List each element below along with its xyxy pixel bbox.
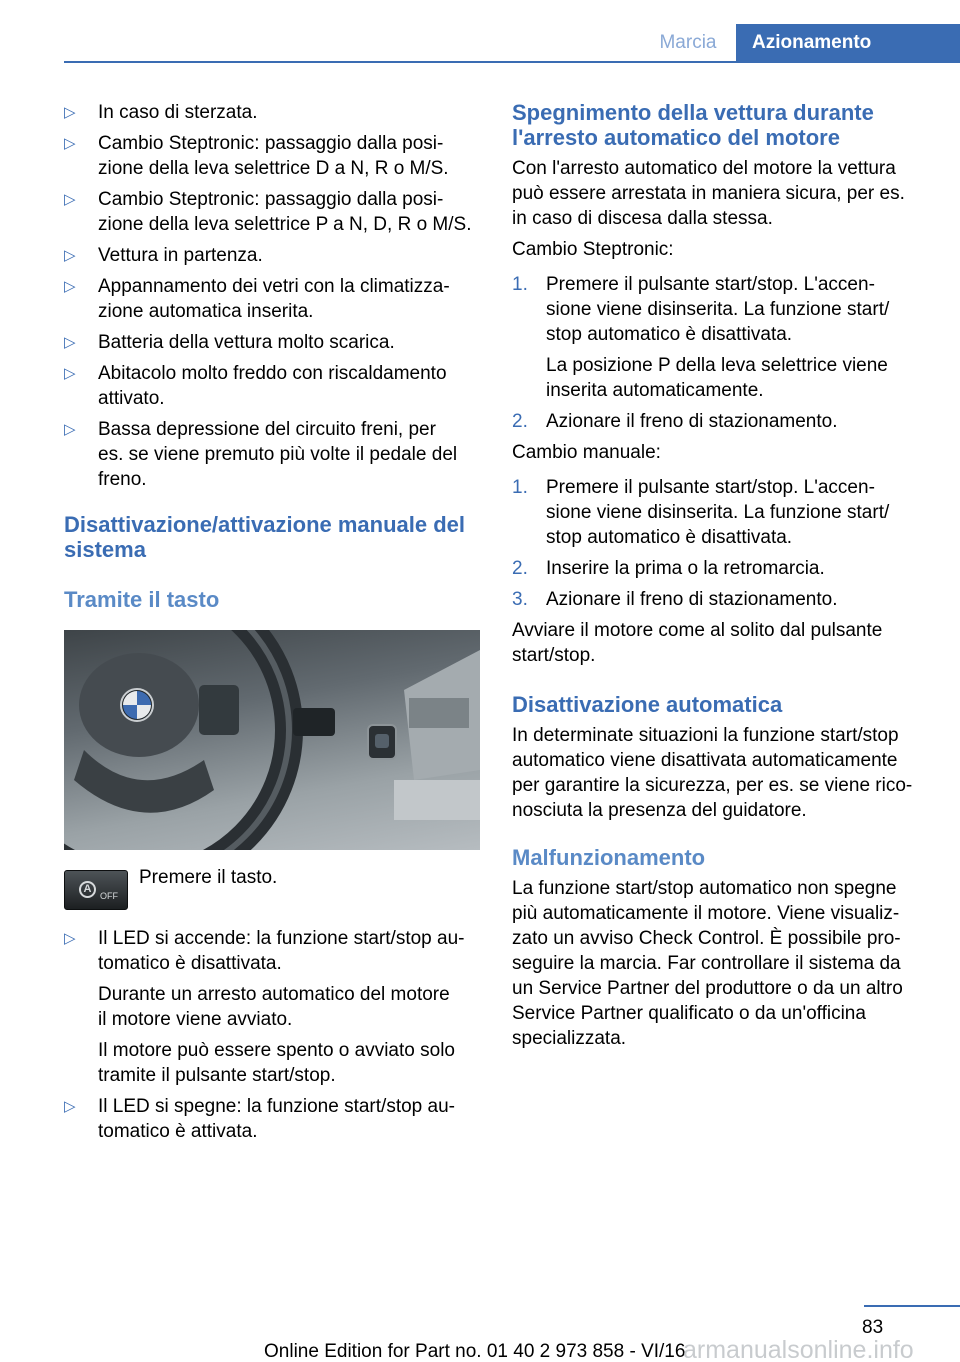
list-item [64, 274, 480, 324]
step-line: Premere il pulsante start/stop. L'accen- [546, 477, 875, 498]
auto-start-stop-button[interactable] [64, 870, 128, 910]
step-number: 2. [512, 411, 528, 432]
list-item-line: Bassa depressione del circuito freni, per [98, 419, 436, 440]
list-item-line: Batteria della vettura molto scarica. [98, 332, 395, 353]
list-item [64, 187, 480, 237]
header-chapter-tab[interactable]: Azionamento [736, 24, 960, 63]
page-number: 83 [862, 1317, 884, 1338]
step-number: 2. [512, 558, 528, 579]
steptronic-steps [512, 272, 928, 434]
list-item-continuation [98, 1038, 480, 1088]
step-continuation [546, 353, 928, 403]
manual-steps [512, 475, 928, 612]
list-item-line: Cambio Steptronic: passaggio dalla posi- [98, 189, 444, 210]
bullet-triangle-icon: ▷ [64, 1098, 76, 1115]
step-line: sione viene disinserita. La funzione start/ [546, 299, 890, 320]
list-item-line: tomatico è attivata. [98, 1121, 258, 1142]
list-item-line: attivato. [98, 388, 165, 409]
step-number: 1. [512, 274, 528, 295]
header-section-tab[interactable]: Marcia [659, 32, 717, 53]
list-item [64, 1094, 480, 1144]
bullet-triangle-icon: ▷ [64, 421, 76, 438]
bullet-triangle-icon: ▷ [64, 365, 76, 382]
list-item [64, 243, 480, 268]
bullet-triangle-icon: ▷ [64, 930, 76, 947]
heading-line: Spegnimento della vettura durante [512, 100, 874, 125]
bullet-triangle-icon: ▷ [64, 135, 76, 152]
list-item-line: es. se viene premuto più volte il pedale del [98, 444, 458, 465]
numbered-step [512, 272, 928, 403]
list-item-line: tomatico è disattivata. [98, 953, 282, 974]
bullet-triangle-icon: ▷ [64, 334, 76, 351]
list-item-line: Il LED si spegne: la funzione start/stop au- [98, 1096, 455, 1117]
heading-line: l'arresto automatico del motore [512, 125, 840, 150]
paragraph-line: seguire la marcia. Far controllare il sistema da [512, 953, 901, 974]
auto-start-stop-button-row [64, 864, 480, 916]
list-item-line: zione della leva selettrice P a N, D, R o M/S. [98, 214, 472, 235]
numbered-step [512, 409, 928, 434]
steptronic-label: Cambio Steptronic: [512, 239, 674, 260]
paragraph-line: specializzata. [512, 1028, 627, 1049]
step-line: Azionare il freno di stazionamento. [546, 589, 838, 610]
list-item-line: Cambio Steptronic: passaggio dalla posi- [98, 133, 444, 154]
heading-malfunction: Malfunzionamento [512, 845, 706, 870]
paragraph-line: zato un avviso Check Control. È possibile pro- [512, 928, 901, 949]
bullet-triangle-icon: ▷ [64, 247, 76, 264]
heading-line: Disattivazione/attivazione manuale del [64, 512, 466, 537]
heading-shutdown [512, 100, 928, 150]
list-item [64, 926, 480, 1088]
list-item [64, 330, 480, 355]
manual-label: Cambio manuale: [512, 442, 661, 463]
bullet-triangle-icon: ▷ [64, 278, 76, 295]
heading-auto-deactivation: Disattivazione automatica [512, 692, 783, 717]
list-item-line: Appannamento dei vetri con la climatizza- [98, 276, 450, 297]
step-line: Inserire la prima o la retromarcia. [546, 558, 825, 579]
list-item-line: Vettura in partenza. [98, 245, 263, 266]
list-item-line: il motore viene avviato. [98, 1009, 293, 1030]
led-status-list [64, 926, 480, 1144]
condition-list [64, 100, 480, 492]
button-off-label: OFF [100, 891, 118, 901]
button-instruction: Premere il tasto. [139, 867, 278, 888]
numbered-step [512, 475, 928, 550]
list-item-line: zione della leva selettrice D a N, R o M/S. [98, 158, 449, 179]
list-item-continuation [98, 982, 480, 1032]
list-item-line: zione automatica inserita. [98, 301, 314, 322]
dashboard-photo [64, 630, 480, 850]
left-column [64, 100, 480, 1150]
list-item-line: In caso di sterzata. [98, 102, 258, 123]
step-line: Premere il pulsante start/stop. L'accen- [546, 274, 875, 295]
list-item [64, 361, 480, 411]
numbered-step [512, 556, 928, 581]
bullet-triangle-icon: ▷ [64, 191, 76, 208]
heading-button: Tramite il tasto [64, 587, 220, 612]
paragraph-line: automatico viene disattivata automaticamente [512, 750, 898, 771]
auto-start-stop-icon: A [79, 881, 96, 898]
paragraph-line: start/stop. [512, 645, 596, 666]
edition-note: Online Edition for Part no. 01 40 2 973 858 - VI/16 [264, 1341, 686, 1362]
step-line: inserita automaticamente. [546, 380, 764, 401]
step-line: Azionare il freno di stazionamento. [546, 411, 838, 432]
paragraph-line: più automaticamente il motore. Viene visualiz- [512, 903, 900, 924]
paragraph-line: per garantire la sicurezza, per es. se viene rico- [512, 775, 913, 796]
paragraph-line: un Service Partner del produttore o da un altro [512, 978, 903, 999]
list-item-line: tramite il pulsante start/stop. [98, 1065, 336, 1086]
step-line: stop automatico è disattivata. [546, 527, 793, 548]
paragraph-line: può essere arrestata in maniera sicura, per es. [512, 183, 905, 204]
list-item [64, 131, 480, 181]
step-number: 3. [512, 589, 528, 610]
auto-deactivation-text [512, 723, 928, 823]
paragraph-line: Avviare il motore come al solito dal pulsante [512, 620, 883, 641]
steering-wheel-illustration [64, 630, 480, 850]
heading-manual-toggle [64, 512, 480, 562]
list-item-line: Il motore può essere spento o avviato solo [98, 1040, 455, 1061]
paragraph-line: in caso di discesa dalla stessa. [512, 208, 773, 229]
list-item-line: Il LED si accende: la funzione start/stop au- [98, 928, 465, 949]
list-item-line: freno. [98, 469, 147, 490]
malfunction-text [512, 876, 928, 1051]
restart-note [512, 618, 928, 668]
watermark: armanualsonline.info [683, 1336, 914, 1362]
paragraph-line: Service Partner qualificato o da un'officina [512, 1003, 866, 1024]
step-line: La posizione P della leva selettrice viene [546, 355, 888, 376]
step-line: stop automatico è disattivata. [546, 324, 793, 345]
paragraph-line: In determinate situazioni la funzione start/stop [512, 725, 899, 746]
numbered-step [512, 587, 928, 612]
paragraph-line: La funzione start/stop automatico non spegne [512, 878, 897, 899]
step-line: sione viene disinserita. La funzione start/ [546, 502, 890, 523]
paragraph-line: Con l'arresto automatico del motore la vettura [512, 158, 896, 179]
heading-line: sistema [64, 537, 146, 562]
list-item [64, 417, 480, 492]
paragraph-line: nosciuta la presenza del guidatore. [512, 800, 807, 821]
bullet-triangle-icon: ▷ [64, 104, 76, 121]
list-item-line: Durante un arresto automatico del motore [98, 984, 450, 1005]
list-item-line: Abitacolo molto freddo con riscaldamento [98, 363, 447, 384]
shutdown-intro [512, 156, 928, 231]
list-item [64, 100, 480, 125]
step-number: 1. [512, 477, 528, 498]
right-column [512, 100, 928, 1057]
footer-rule [864, 1305, 960, 1307]
